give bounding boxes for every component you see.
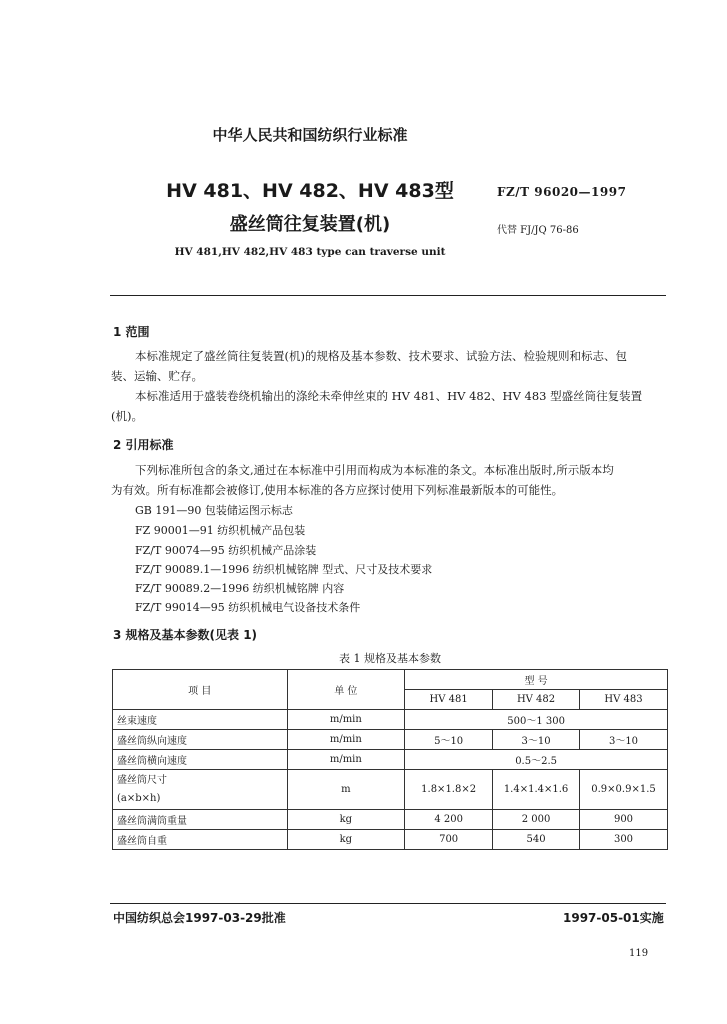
table-row (113, 770, 668, 810)
reference-item: FZ/T 90089.2—1996 纺织机械铭牌 内容 (135, 582, 345, 595)
reference-item: FZ 90001—91 纺织机械产品包装 (135, 524, 306, 537)
approval-date: 中国纺织总会1997-03-29批准 (113, 911, 286, 925)
table-cell-item: 盛丝筒横向速度 (113, 750, 288, 770)
table-cell-item: 丝束速度 (113, 710, 288, 730)
table-cell-unit: kg (287, 830, 405, 850)
reference-item: FZ/T 90074—95 纺织机械产品涂装 (135, 544, 317, 557)
table-cell-value: 3～10 (580, 730, 668, 750)
table-cell-value: 0.9×0.9×1.5 (580, 770, 668, 810)
standard-code: FZ/T 96020—1997 (497, 185, 627, 199)
document-title-line2: 盛丝筒往复装置(机) (229, 214, 391, 235)
replaces-standard: 代替 FJ/JQ 76-86 (497, 225, 579, 236)
reference-item: FZ/T 90089.1—1996 纺织机械铭牌 型式、尺寸及技术要求 (135, 563, 433, 576)
table-cell-item: 盛丝筒自重 (113, 830, 288, 850)
header-model-name: HV 483 (580, 690, 668, 710)
table-cell-value: 900 (580, 810, 668, 830)
table-cell-value: 540 (493, 830, 580, 850)
section-1-paragraph-1-line-1: 本标准规定了盛丝筒往复装置(机)的规格及基本参数、技术要求、试验方法、检验规则和标志、包 (135, 349, 627, 363)
section-1-paragraph-2-line-1: 本标准适用于盛装卷绕机输出的涤纶未牵伸丝束的 HV 481、HV 482、HV 483 型盛丝筒往复装置 (135, 389, 643, 403)
reference-item: FZ/T 99014—95 纺织机械电气设备技术条件 (135, 601, 361, 614)
table-cell-unit: kg (287, 810, 405, 830)
table-cell-value: 5～10 (405, 730, 493, 750)
table-cell-value: 4 200 (405, 810, 493, 830)
table-cell-unit: m/min (287, 750, 405, 770)
header-item: 项 目 (113, 670, 288, 710)
table-cell-value: 1.8×1.8×2 (405, 770, 493, 810)
reference-item: GB 191—90 包装储运图示标志 (135, 504, 293, 517)
page-number: 119 (629, 948, 649, 959)
table-header-row (113, 670, 668, 690)
header-model-name: HV 481 (405, 690, 493, 710)
document-title-english: HV 481,HV 482,HV 483 type can traverse unit (174, 246, 446, 258)
document-title-line1: HV 481、HV 482、HV 483型 (166, 180, 454, 202)
standard-type-heading: 中华人民共和国纺织行业标准 (212, 126, 408, 144)
table-caption: 表 1 规格及基本参数 (339, 652, 441, 665)
table-cell-unit: m (287, 770, 405, 810)
table-cell-item-subline: (a×b×h) (117, 792, 161, 804)
section-3-heading: 3 规格及基本参数(见表 1) (113, 628, 258, 642)
section-1-heading: 1 范围 (113, 325, 150, 339)
table-row (113, 810, 668, 830)
table-cell-value: 300 (580, 830, 668, 850)
table-cell-unit: m/min (287, 710, 405, 730)
section-2-paragraph-line-1: 下列标准所包含的条文,通过在本标准中引用而构成为本标准的条文。本标准出版时,所示版本均 (135, 463, 614, 477)
spec-table (112, 669, 668, 850)
table-cell-value: 1.4×1.4×1.6 (493, 770, 580, 810)
header-model: 型 号 (405, 670, 668, 690)
header-model-name: HV 482 (493, 690, 580, 710)
table-row (113, 830, 668, 850)
footer-divider (110, 903, 666, 904)
header-divider (110, 295, 666, 296)
table-row (113, 730, 668, 750)
section-1-paragraph-1-line-2: 装、运输、贮存。 (111, 369, 203, 383)
table-row (113, 710, 668, 730)
table-cell-value: 700 (405, 830, 493, 850)
table-cell-value: 0.5～2.5 (405, 750, 668, 770)
table-cell-item: 盛丝筒纵向速度 (113, 730, 288, 750)
table-row (113, 750, 668, 770)
table-cell-item: 盛丝筒满筒重量 (113, 810, 288, 830)
section-2-paragraph-line-2: 为有效。所有标准都会被修订,使用本标准的各方应探讨使用下列标准最新版本的可能性。 (111, 483, 564, 497)
section-2-heading: 2 引用标准 (113, 438, 174, 452)
section-1-paragraph-2-line-2: (机)。 (111, 409, 143, 423)
implementation-date: 1997-05-01实施 (563, 911, 664, 925)
header-unit: 单 位 (287, 670, 405, 710)
table-cell-value: 500～1 300 (405, 710, 668, 730)
table-cell-value: 2 000 (493, 810, 580, 830)
table-cell-unit: m/min (287, 730, 405, 750)
table-cell-item-line: 盛丝筒尺寸 (117, 774, 167, 786)
table-cell-item (113, 770, 288, 810)
table-cell-value: 3～10 (493, 730, 580, 750)
